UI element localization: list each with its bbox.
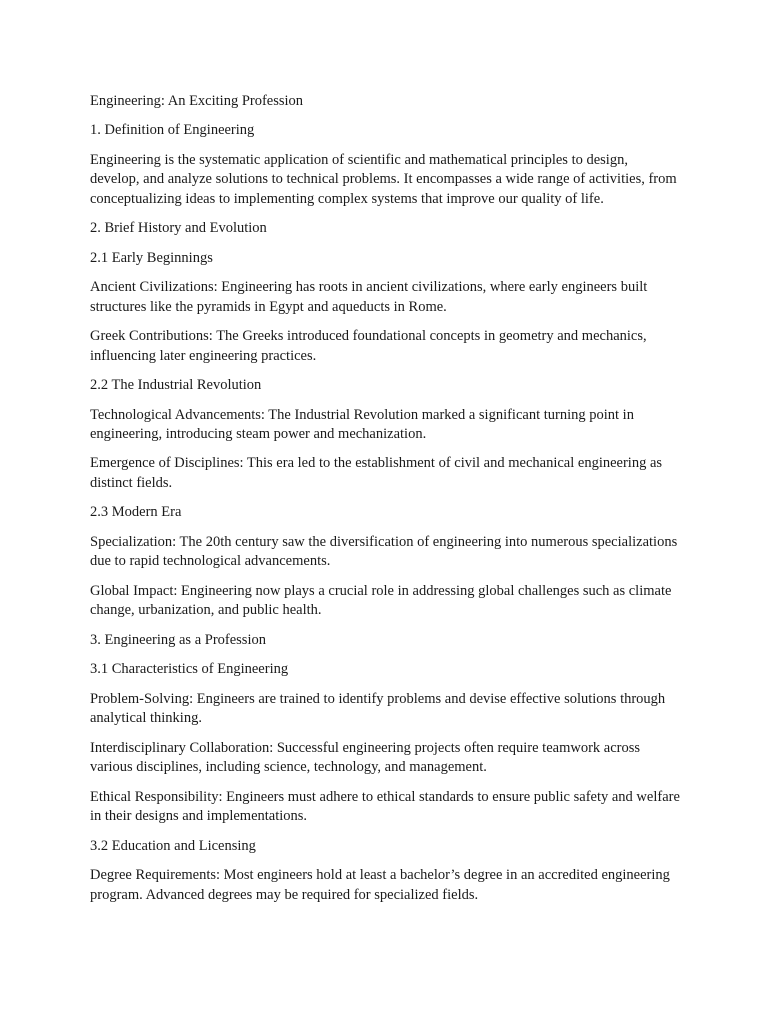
body-paragraph: Specialization: The 20th century saw the diversification of engineering into numerous specializations due to rapid technological advancements. <box>90 533 678 570</box>
body-paragraph: Technological Advancements: The Industrial Revolution marked a significant turning point in engineering, introducing steam power and mechanization. <box>90 406 634 443</box>
body-paragraph: Problem-Solving: Engineers are trained to identify problems and devise effective solutions through analytical thinking. <box>90 690 666 727</box>
subsection-heading: 3.2 Education and Licensing <box>90 837 256 854</box>
body-paragraph: Global Impact: Engineering now plays a crucial role in addressing global challenges such as climate change, urbanization, and public health. <box>90 582 672 619</box>
section-heading: 3. Engineering as a Profession <box>90 631 266 648</box>
document-page <box>90 92 680 915</box>
body-paragraph: Emergence of Disciplines: This era led to the establishment of civil and mechanical engineering as distinct fields. <box>90 455 663 492</box>
subsection-heading: 3.1 Characteristics of Engineering <box>90 661 289 678</box>
document-title: Engineering: An Exciting Profession <box>90 93 304 109</box>
section-heading: 1. Definition of Engineering <box>90 122 255 139</box>
body-paragraph: Ancient Civilizations: Engineering has roots in ancient civilizations, where early engineers built structures like the pyramids in Egypt and aqueducts in Rome. <box>90 279 648 315</box>
subsection-heading: 2.2 The Industrial Revolution <box>90 377 262 394</box>
body-paragraph: Interdisciplinary Collaboration: Successful engineering projects often require teamwork across various disciplines, including science, technology, and management. <box>90 739 641 776</box>
body-paragraph: Degree Requirements: Most engineers hold at least a bachelor’s degree in an accredited engineering program. Advanced degrees may be required for specialized fields. <box>90 866 670 903</box>
subsection-heading: 2.1 Early Beginnings <box>90 249 213 266</box>
subsection-heading: 2.3 Modern Era <box>90 504 182 521</box>
body-paragraph: Engineering is the systematic application of scientific and mathematical principles to design, develop, and analyze solutions to technical problems. It encompasses a wide range of activities, from conceptualizing ideas to implementing complex systems that improve our quality of life. <box>90 151 677 207</box>
body-paragraph: Greek Contributions: The Greeks introduced foundational concepts in geometry and mechanics, influencing later engineering practices. <box>90 328 647 364</box>
body-paragraph: Ethical Responsibility: Engineers must adhere to ethical standards to ensure public safety and welfare in their designs and implementations. <box>90 788 680 825</box>
section-heading: 2. Brief History and Evolution <box>90 220 267 237</box>
